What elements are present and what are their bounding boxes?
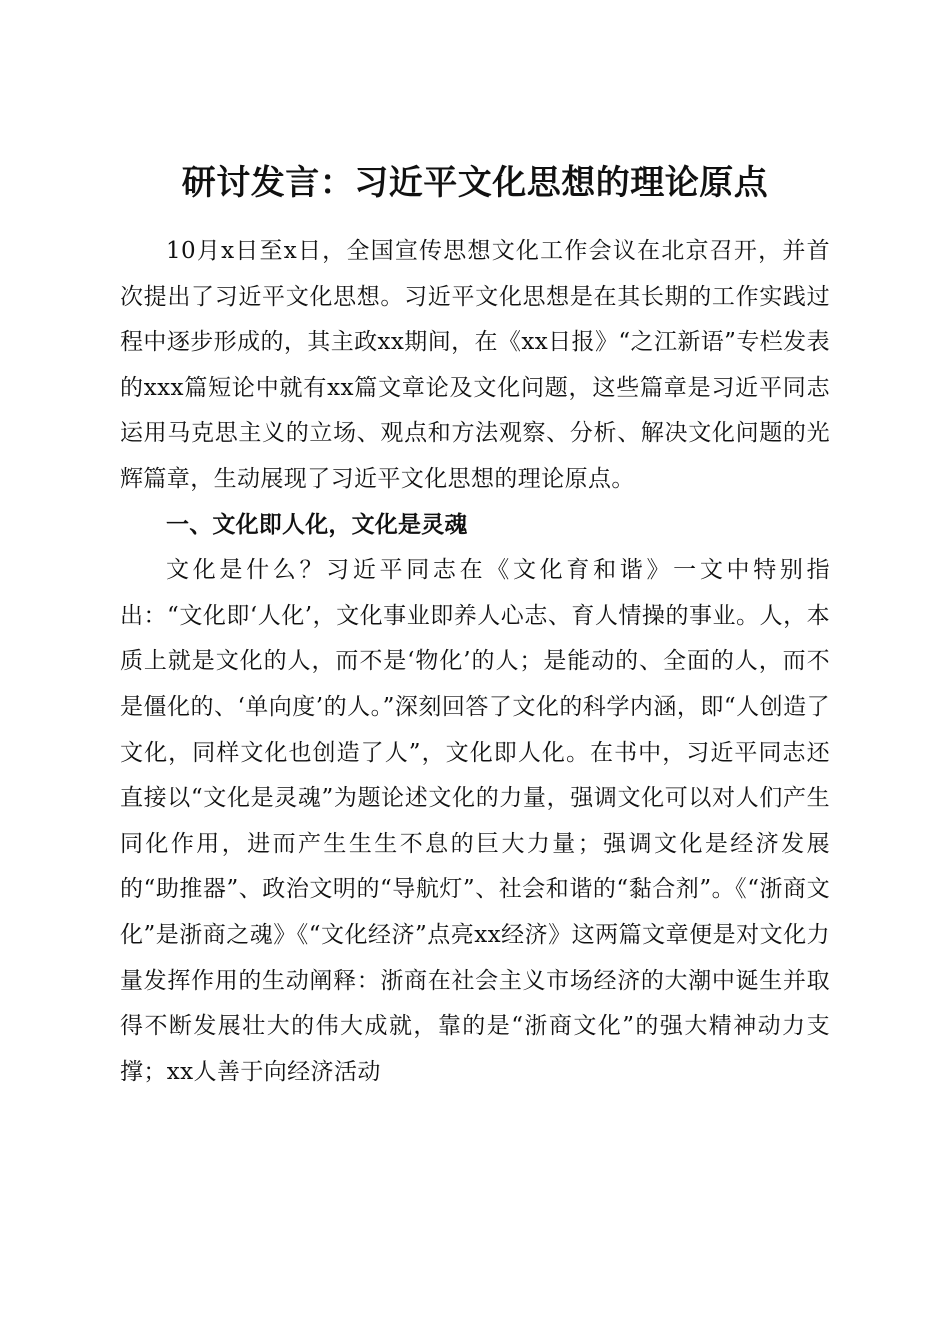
intro-paragraph: 10月x日至x日，全国宣传思想文化工作会议在北京召开，并首次提出了习近平文化思想。习近平文化思想是在其长期的工作实践过程中逐步形成的，其主政xx期间，在《xx日报》“之江新语”专栏发表的xxx篇短论中就有xx篇文章论及文化问题，这些篇章是习近平同志运用马克思主义的立场、观点和方法观察、分析、解决文化问题的光辉篇章，生动展现了习近平文化思想的理论原点。 <box>120 238 830 492</box>
section-paragraph: 文化是什么？习近平同志在《文化育和谐》一文中特别指出：“文化即‘人化’，文化事业即养人心志、育人情操的事业。人，本质上就是文化的人，而不是‘物化’的人；是能动的、全面的人，而不是僵化的、‘单向度’的人。”深刻回答了文化的科学内涵，即“人创造了文化，同样文化也创造了人”，文化即人化。在书中，习近平同志还直接以“文化是灵魂”为题论述文化的力量，强调文化可以对人们产生同化作用，进而产生生生不息的巨大力量；强调文化是经济发展的“助推器”、政治文明的“导航灯”、社会和谐的“黏合剂”。《“浙商文化”是浙商之魂》《“文化经济”点亮xx经济》这两篇文章便是对文化力量发挥作用的生动阐释：浙商在社会主义市场经济的大潮中诞生并取得不断发展壮大的伟大成就，靠的是“浙商文化”的强大精神动力支撑；xx人善于向经济活动 <box>120 557 830 1085</box>
section-heading: 一、文化即人化，文化是灵魂 <box>166 511 468 538</box>
document-title: 研讨发言：习近平文化思想的理论原点 <box>181 162 769 203</box>
document-body <box>120 229 830 1095</box>
